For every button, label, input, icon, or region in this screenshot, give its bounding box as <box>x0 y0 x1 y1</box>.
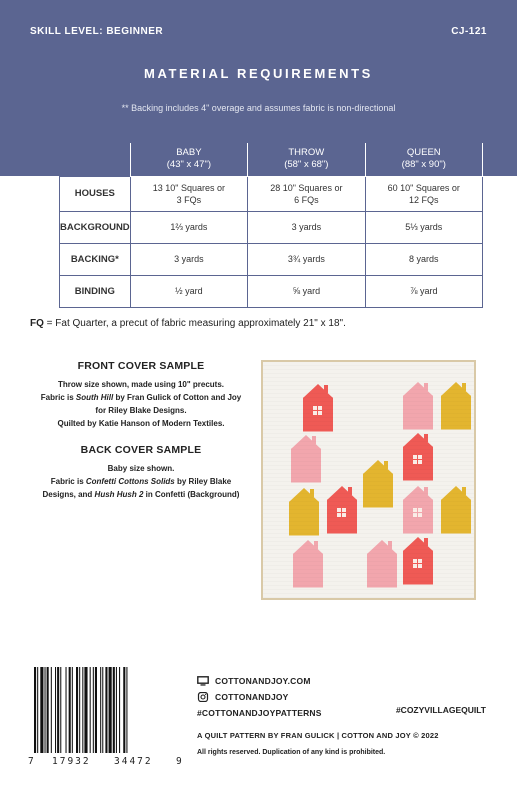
house-block <box>403 433 433 481</box>
website-link[interactable]: COTTONANDJOY.COM <box>215 676 311 686</box>
column-header-queen: QUEEN (88" x 90") <box>365 143 482 176</box>
fat-quarter-note: FQ = Fat Quarter, a precut of fabric measuring approximately 21" x 18". <box>30 318 346 329</box>
house-block <box>441 486 471 534</box>
barcode-bar <box>102 667 103 753</box>
table-cell: 3 yards <box>130 243 247 275</box>
table-cell: 3 yards <box>248 211 365 243</box>
barcode-bar <box>105 667 107 753</box>
table-cell: ½ yard <box>130 275 247 307</box>
table-corner <box>60 143 131 176</box>
barcode-bar <box>34 667 36 753</box>
back-sample-title: BACK COVER SAMPLE <box>80 444 202 456</box>
monitor-icon <box>197 676 209 686</box>
barcode-bar <box>69 667 71 753</box>
barcode-bar <box>40 667 43 753</box>
barcode-bar <box>93 667 94 753</box>
barcode-bar <box>60 667 61 753</box>
barcode-bar <box>95 667 97 753</box>
barcode-bar <box>76 667 78 753</box>
barcode-bar <box>47 667 49 753</box>
requirements-table <box>59 143 483 308</box>
table-cell: 28 10" Squares or 6 FQs <box>248 176 365 211</box>
sample-descriptions <box>30 360 252 501</box>
table-row <box>60 243 483 275</box>
back-sample-text: Baby size shown. Fabric is Confetti Cottons Solids by Riley Blake Designs, and Hush Hush 2 in Confetti (Background) <box>42 464 240 499</box>
barcode-bar <box>126 667 127 753</box>
barcode-bar <box>113 667 115 753</box>
barcode-bar <box>57 667 59 753</box>
barcode-bar <box>55 667 56 753</box>
table-cell: 1⅔ yards <box>130 211 247 243</box>
house-block <box>441 382 471 430</box>
house-block <box>403 486 433 534</box>
row-label-background: BACKGROUND <box>60 211 131 243</box>
barcode-bar <box>51 667 52 753</box>
table-cell: 8 yards <box>365 243 482 275</box>
house-block <box>403 382 433 430</box>
barcode-bar <box>116 667 117 753</box>
barcode-bar <box>123 667 125 753</box>
instagram-link[interactable]: COTTONANDJOY <box>215 692 289 702</box>
house-block <box>403 537 433 585</box>
barcode-bar <box>72 667 73 753</box>
barcode-bar <box>119 667 120 753</box>
house-block <box>327 486 357 534</box>
barcode-bar <box>45 667 46 753</box>
column-header-throw: THROW (58" x 68") <box>248 143 365 176</box>
table-cell: ⅝ yard <box>248 275 365 307</box>
barcode-bar <box>109 667 112 753</box>
house-block <box>293 540 323 588</box>
house-block <box>363 460 393 508</box>
table-row <box>60 275 483 307</box>
house-block <box>303 384 333 432</box>
barcode-bar <box>66 667 67 753</box>
barcode <box>30 667 180 753</box>
footer-links <box>197 673 322 721</box>
barcode-bar <box>37 667 38 753</box>
front-sample-title: FRONT COVER SAMPLE <box>77 360 205 372</box>
quilt-photo <box>261 360 476 600</box>
table-cell: 13 10" Squares or 3 FQs <box>130 176 247 211</box>
house-block <box>291 435 321 483</box>
table-cell: 3¾ yards <box>248 243 365 275</box>
table-cell: 60 10" Squares or 12 FQs <box>365 176 482 211</box>
barcode-bar <box>79 667 80 753</box>
table-cell: 5⅓ yards <box>365 211 482 243</box>
column-header-baby: BABY (43" x 47") <box>130 143 247 176</box>
table-cell: ⅞ yard <box>365 275 482 307</box>
quilt-houses-illustration <box>263 362 474 598</box>
house-block <box>289 488 319 536</box>
material-requirements-title: MATERIAL REQUIREMENTS <box>144 66 373 81</box>
pattern-credit: A QUILT PATTERN BY FRAN GULICK | COTTON AND JOY © 2022 <box>197 731 439 740</box>
instagram-icon <box>197 692 209 702</box>
barcode-bar <box>84 667 87 753</box>
row-label-houses: HOUSES <box>60 176 131 211</box>
front-sample-text: Throw size shown, made using 10" precuts. Fabric is South Hill by Fran Gulick of Cotton and Joy for Riley Blake Designs. Quilted by Katie Hanson of Modern Textiles. <box>40 380 242 428</box>
barcode-bar <box>100 667 101 753</box>
pattern-code: CJ-121 <box>451 26 487 37</box>
table-row <box>60 211 483 243</box>
row-label-binding: BINDING <box>60 275 131 307</box>
backing-note: ** Backing includes 4" overage and assumes fabric is non-directional <box>121 103 396 113</box>
row-label-backing: BACKING* <box>60 243 131 275</box>
skill-level: SKILL LEVEL: BEGINNER <box>30 26 164 37</box>
hashtag-patterns: #COTTONANDJOYPATTERNS <box>197 708 322 718</box>
house-block <box>367 540 397 588</box>
barcode-bar <box>90 667 91 753</box>
table-row <box>60 176 483 211</box>
rights-notice: All rights reserved. Duplication of any kind is prohibited. <box>197 749 386 756</box>
hashtag-cozy-village: #COZYVILLAGEQUILT <box>395 705 486 715</box>
barcode-bar <box>82 667 83 753</box>
